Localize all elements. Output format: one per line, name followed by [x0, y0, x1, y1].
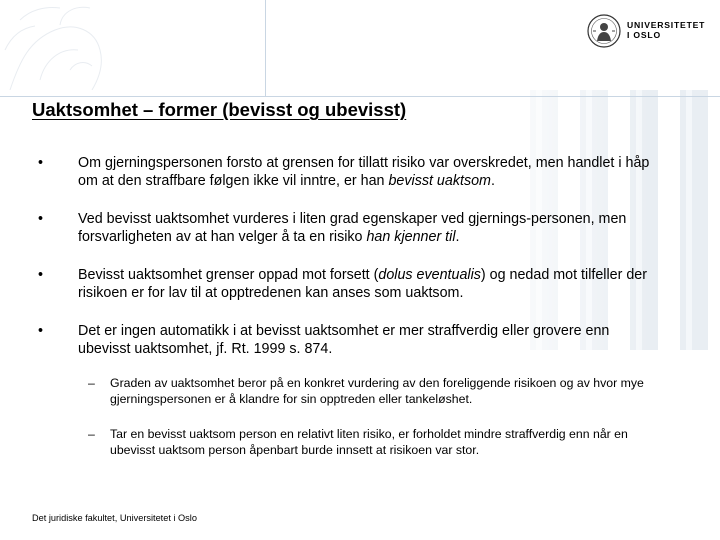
- subbullet-marker: –: [88, 427, 95, 441]
- bullet-marker: •: [38, 267, 44, 283]
- guide-line-horizontal: [0, 96, 720, 97]
- slide-title: Uaktsomhet – former (bevisst og ubevisst): [32, 99, 407, 120]
- bullet-text-2-emphasis: han kjenner til: [366, 229, 456, 245]
- bullet-text-4-main: Det er ingen automatikk i at bevisst uaktsomhet er mer straffverdig eller grovere enn ubevisst uaktsomhet, jf. Rt. 1999 s. 874.: [78, 323, 610, 357]
- bullet-text-3-main: Bevisst uaktsomhet grenser oppad mot forsett (: [78, 267, 379, 283]
- guide-line-vertical: [265, 0, 266, 96]
- bullet-text-2: [78, 210, 658, 246]
- university-seal-icon: [587, 13, 621, 49]
- bullet-text-3: [78, 266, 658, 302]
- subbullet-marker: –: [88, 376, 95, 390]
- subbullet-text-2: Tar en bevisst uaktsom person en relativt liten risiko, er forholdet mindre straffverdig enn når en ubevisst uaktsom person åpenbart burde innsett at risikoen var stor.: [110, 427, 628, 457]
- subbullet-text-1: Graden av uaktsomhet beror på en konkret vurdering av den foreliggende risikoen og av hvor mye gjerningspersonen er å klandre for sin opptreden eller tankeløshet.: [110, 376, 644, 406]
- logo-line-1: UNIVERSITETET: [627, 20, 706, 30]
- logo-line-2: I OSLO: [627, 30, 661, 40]
- bullet-text-3-end: ) og nedad mot tilfeller der risikoen er for lav til at opptredenen kan anses som uaktsom.: [78, 267, 647, 301]
- bullet-text-1-emphasis: bevisst uaktsom: [388, 173, 491, 189]
- bullet-marker: •: [38, 211, 44, 227]
- bullet-text-3-emphasis: dolus eventualis: [378, 267, 481, 283]
- bullet-text-1: [78, 154, 658, 190]
- bullet-text-4: [78, 322, 658, 358]
- bullet-marker: •: [38, 155, 44, 171]
- bullet-text-1-main: Om gjerningspersonen forsto at grensen for tillatt risiko var overskredet, men handlet i håp om at den straffbare følgen ikke vil inntre, er han: [78, 155, 650, 189]
- bust-watermark: [0, 0, 130, 90]
- bullet-text-2-main: Ved bevisst uaktsomhet vurderes i liten grad egenskaper ved gjernings-personen, men forsvarligheten av at han velger å ta en risiko: [78, 211, 627, 245]
- bullet-marker: •: [38, 323, 44, 339]
- slide-footer: Det juridiske fakultet, Universitetet i Oslo: [32, 513, 197, 523]
- bullet-text-2-end: .: [455, 229, 460, 245]
- bullet-text-1-end: .: [490, 173, 495, 189]
- university-logo: [587, 13, 707, 49]
